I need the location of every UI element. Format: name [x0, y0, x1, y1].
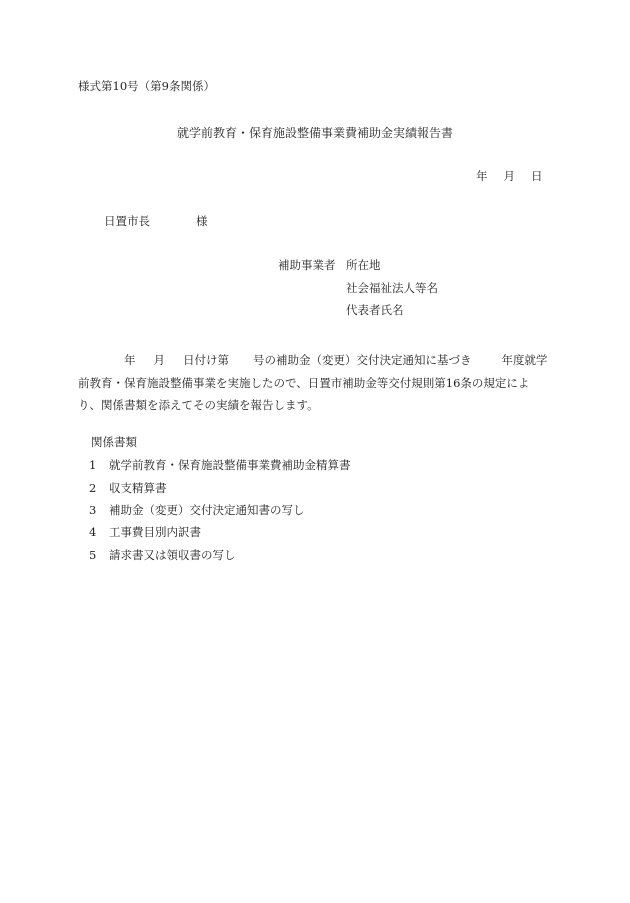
body-year: 年	[124, 353, 136, 367]
attachments-heading: 関係書類	[91, 435, 137, 449]
body-month: 月	[153, 353, 165, 367]
applicant-organization-label: 社会福祉法人等名	[346, 281, 438, 295]
body-date-ref: 日付け第	[183, 353, 229, 367]
date-year: 年	[476, 169, 488, 183]
attachment-item	[89, 527, 201, 539]
addressee-name: 日置市長	[104, 214, 150, 228]
addressee	[104, 216, 208, 228]
attachment-item	[89, 483, 167, 495]
attachment-number: 4	[89, 525, 97, 539]
body-report-text: 年度就学前教育・保育施設整備事業を実施したので、日置市補助金等交付規則第16条の規定により、関係書類を添えてその実績を報告します。	[78, 353, 548, 412]
date-day: 日	[531, 169, 543, 183]
attachment-label: 請求書又は領収書の写し	[109, 548, 236, 562]
addressee-honorific: 様	[196, 214, 208, 228]
report-body	[78, 349, 548, 417]
attachment-number: 5	[89, 548, 97, 562]
attachment-number: 2	[89, 481, 97, 495]
applicant-address-label: 所在地	[346, 258, 381, 272]
attachment-label: 工事費目別内訳書	[109, 525, 201, 539]
date-month: 月	[503, 169, 515, 183]
attachment-number: 3	[89, 503, 97, 517]
attachment-label: 就学前教育・保育施設整備事業費補助金精算書	[109, 458, 351, 472]
applicant-role: 補助事業者	[278, 258, 336, 272]
date-line	[476, 171, 543, 183]
attachment-number: 1	[89, 458, 97, 472]
attachment-label: 収支精算書	[109, 481, 167, 495]
form-number: 様式第10号（第9条関係）	[78, 79, 215, 93]
document-title: 就学前教育・保育施設整備事業費補助金実績報告書	[177, 126, 454, 140]
applicant-representative-label: 代表者氏名	[346, 303, 404, 317]
attachment-item	[89, 460, 351, 472]
body-notice-ref: 号の補助金（変更）交付決定通知に基づき	[253, 353, 472, 367]
attachment-item	[89, 505, 305, 517]
attachment-label: 補助金（変更）交付決定通知書の写し	[109, 503, 305, 517]
attachment-item	[89, 550, 236, 562]
